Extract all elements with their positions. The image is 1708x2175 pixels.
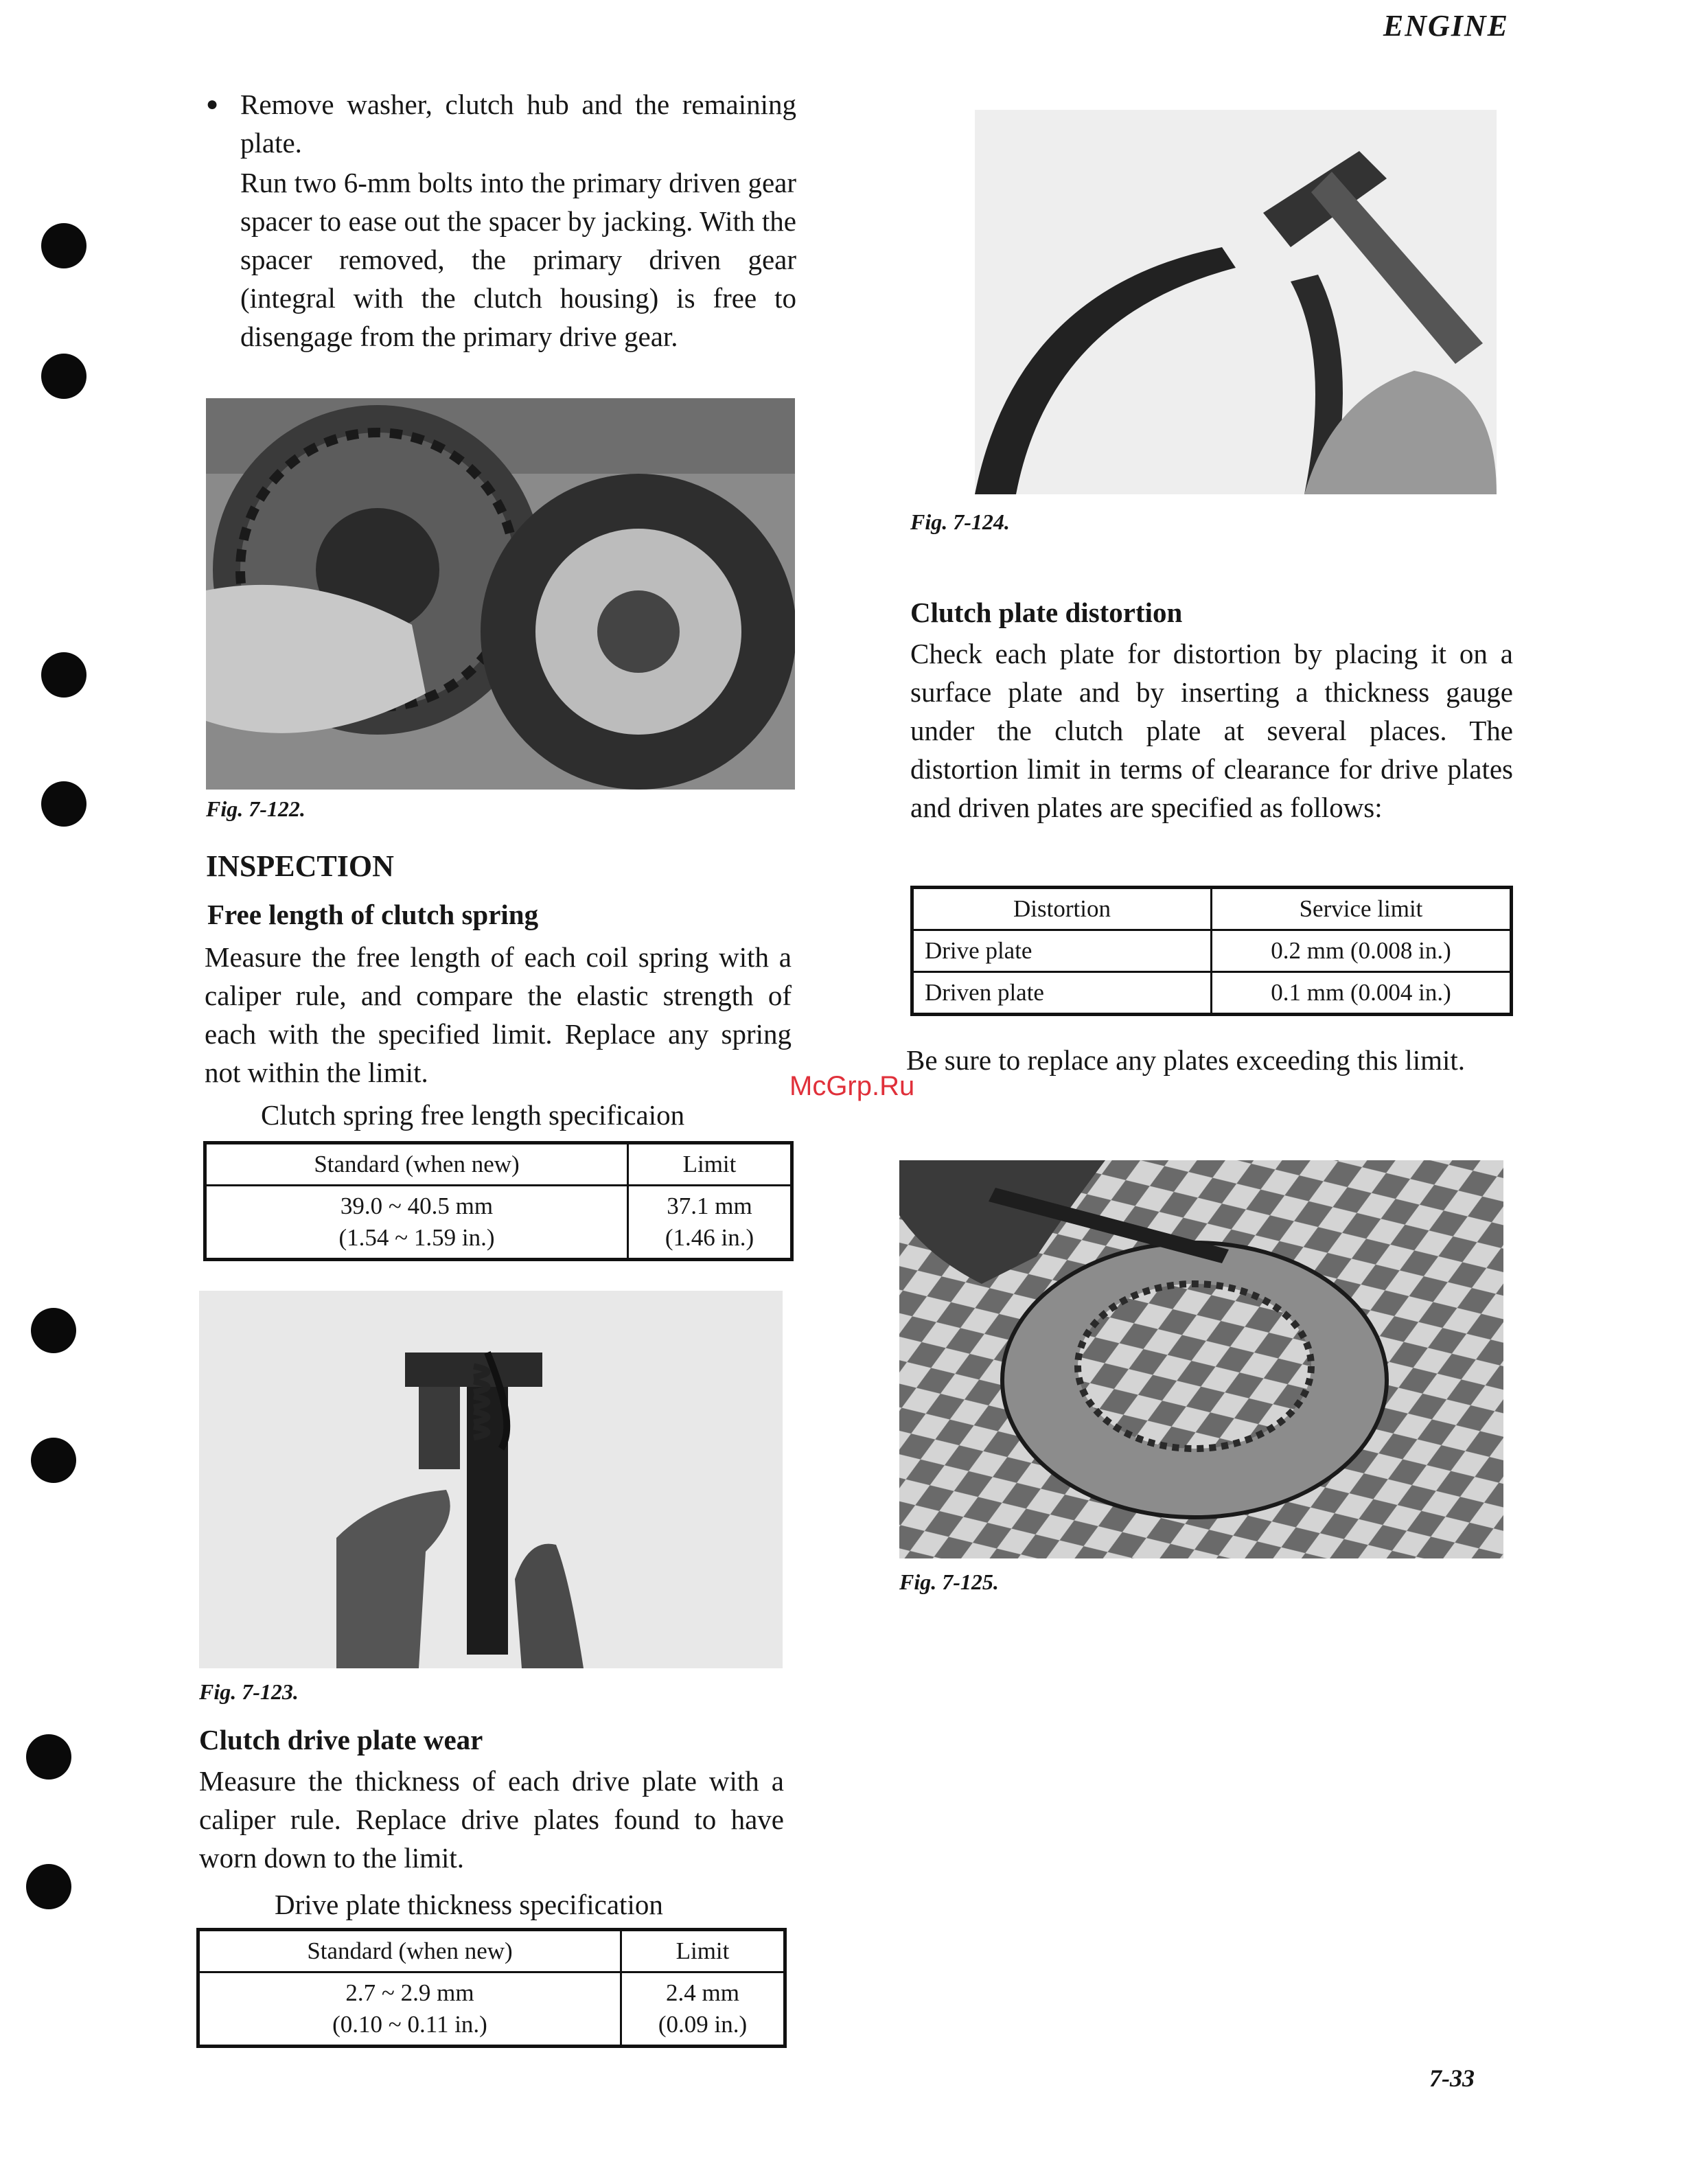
figure-7-123-photo <box>199 1291 783 1668</box>
bolts-paragraph: Run two 6-mm bolts into the primary driven gear spacer to ease out the spacer by jacking. With the spacer removed, the primary driven gear (integral with the clutch housing) is free to disengage from the primary drive gear. <box>240 167 796 352</box>
thickness-standard-cell <box>198 1972 621 2047</box>
replace-paragraph: Be sure to replace any plates exceeding this limit. <box>906 1044 1466 1076</box>
spring-head-standard: Standard (when new) <box>205 1143 628 1186</box>
binder-hole <box>41 781 86 827</box>
wear-heading: Clutch drive plate wear <box>199 1724 483 1756</box>
table-row <box>912 972 1512 1015</box>
distortion-head: Distortion <box>912 888 1212 930</box>
thickness-standard-in: (0.10 ~ 0.11 in.) <box>332 2011 487 2038</box>
figure-7-125-photo <box>899 1160 1503 1558</box>
distortion-table <box>910 886 1513 1016</box>
figure-7-125-caption: Fig. 7-125. <box>899 1569 999 1594</box>
table-row <box>912 930 1512 972</box>
wear-paragraph: Measure the thickness of each drive plate with a caliper rule. Replace drive plates found to have worn down to the limit. <box>199 1765 784 1874</box>
driven-plate-limit: 0.1 mm (0.004 in.) <box>1212 972 1512 1015</box>
spring-standard-in: (1.54 ~ 1.59 in.) <box>338 1224 495 1251</box>
spring-heading: Free length of clutch spring <box>207 899 539 930</box>
section-header: ENGINE <box>1383 9 1509 43</box>
service-limit-head: Service limit <box>1212 888 1512 930</box>
watermark: McGrp.Ru <box>789 1071 915 1101</box>
spring-spec-table <box>203 1141 794 1261</box>
thickness-head-standard: Standard (when new) <box>198 1930 621 1972</box>
spring-standard-mm: 39.0 ~ 40.5 mm <box>340 1193 494 1219</box>
figure-7-122-photo <box>206 398 795 790</box>
distortion-paragraph: Check each plate for distortion by placing it on a surface plate and by inserting a thickness gauge under the clutch plate at several places. The distortion limit in terms of clearance for drive plates and driven plates are specified as follows: <box>910 638 1513 823</box>
spring-table-caption: Clutch spring free length specificaion <box>261 1099 685 1131</box>
figure-7-124-caption: Fig. 7-124. <box>910 509 1010 534</box>
distortion-heading: Clutch plate distortion <box>910 597 1183 628</box>
figure-7-122-caption: Fig. 7-122. <box>206 796 305 821</box>
binder-hole <box>31 1438 76 1483</box>
binder-hole <box>41 652 86 698</box>
binder-hole <box>41 354 86 399</box>
figure-7-123-caption: Fig. 7-123. <box>199 1679 299 1704</box>
spring-limit-cell <box>628 1186 792 1260</box>
binder-hole <box>26 1734 71 1780</box>
drive-plate-limit: 0.2 mm (0.008 in.) <box>1212 930 1512 972</box>
thickness-table-caption: Drive plate thickness specification <box>275 1889 663 1920</box>
thickness-head-limit: Limit <box>621 1930 785 1972</box>
binder-hole <box>26 1864 71 1909</box>
drive-plate-label: Drive plate <box>912 930 1212 972</box>
spring-limit-in: (1.46 in.) <box>665 1224 754 1251</box>
inspection-title: INSPECTION <box>206 849 394 883</box>
thickness-limit-in: (0.09 in.) <box>658 2011 748 2038</box>
figure-7-124-photo <box>975 110 1497 494</box>
bullet-icon: ● <box>206 93 219 115</box>
driven-plate-label: Driven plate <box>912 972 1212 1015</box>
page-number: 7-33 <box>1429 2064 1475 2092</box>
thickness-limit-mm: 2.4 mm <box>666 1979 739 2006</box>
binder-hole <box>31 1308 76 1353</box>
bullet-paragraph: ● Remove washer, clutch hub and the remaining plate. <box>206 85 796 162</box>
spring-limit-mm: 37.1 mm <box>667 1193 752 1219</box>
thickness-limit-cell <box>621 1972 785 2047</box>
binder-hole <box>41 223 86 268</box>
thickness-standard-mm: 2.7 ~ 2.9 mm <box>345 1979 474 2006</box>
thickness-spec-table <box>196 1928 787 2048</box>
spring-paragraph: Measure the free length of each coil spring with a caliper rule, and compare the elastic strength of each with the specified limit. Replace any spring not within the limit. <box>205 941 792 1088</box>
spring-standard-cell <box>205 1186 628 1260</box>
spring-head-limit: Limit <box>628 1143 792 1186</box>
